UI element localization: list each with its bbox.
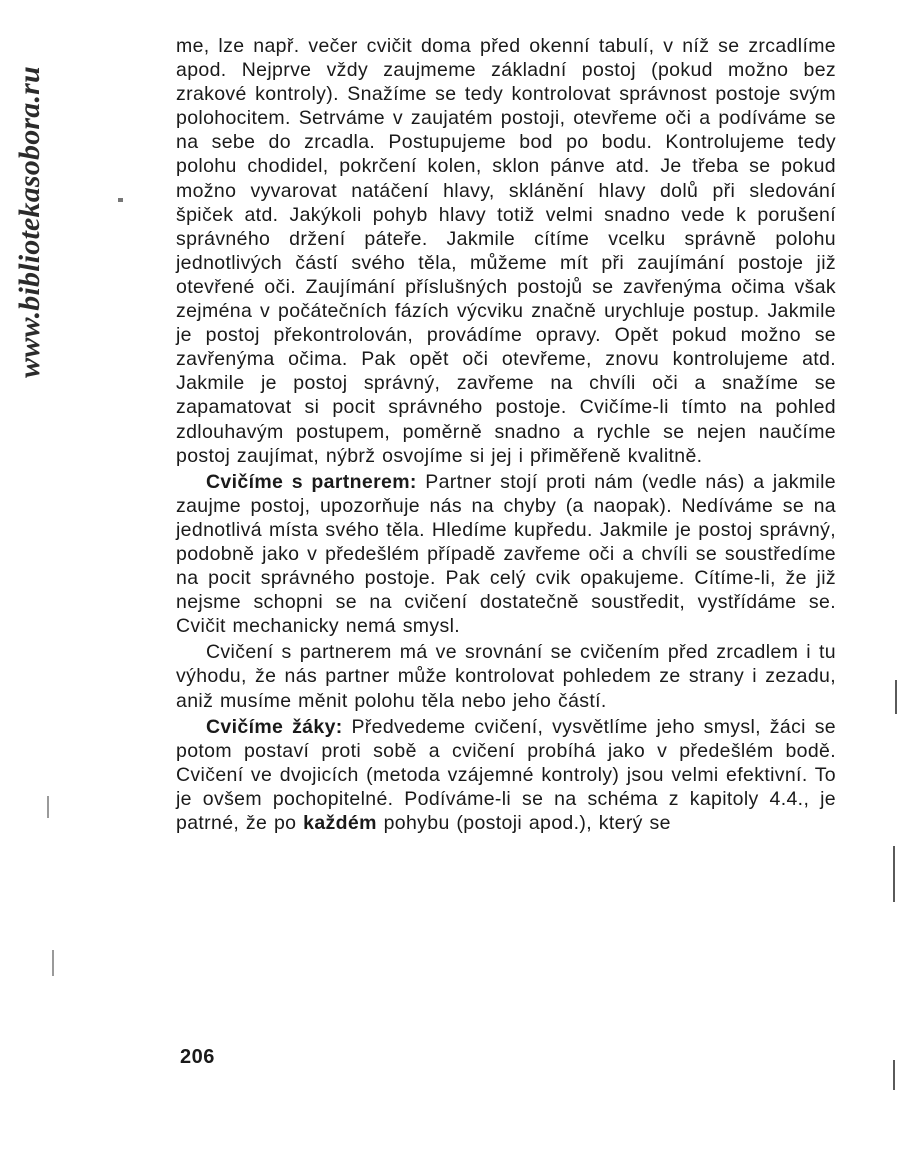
paragraph-4-lead: Cvičíme žáky: (206, 715, 343, 738)
scan-mark (47, 796, 49, 818)
scan-mark (52, 950, 54, 976)
paragraph-4-text: Předvedeme cvičení, vysvětlíme jeho smysl, žáci se potom postaví proti sobě a cvičení probíhá jako v předešlém bodě. Cvičení ve dvojicích (metoda vzájemné kontroly) jsou velmi efektivní. To je ovšem pochopitelné. Podíváme-li se na schéma z kapitoly 4.4., je patrné, že po (176, 715, 836, 834)
paragraph-3 (176, 640, 836, 712)
paragraph-4-emphasis: každém (303, 812, 377, 834)
paragraph-1-text: me, lze např. večer cvičit doma před okenní tabulí, v níž se zrcadlíme apod. Nejprve vždy zaujmeme základní postoj (pokud možno bez zrakové kontroly). Snažíme se tedy kontrolovat správnost postoje svým polohocitem. Setrváme v zaujatém postoji, otevřeme oči a podíváme se na sebe do zrcadla. Postupujeme bod po bodu. Kontrolujeme tedy polohu chodidel, pokrčení kolen, sklon pánve atd. Je třeba se pokud možno vyvarovat natáčení hlavy, sklánění hlavy dolů při sledování špiček atd. Jakýkoli pohyb hlavy totiž velmi snadno vede k porušení správného držení páteře. Jakmile cítíme vcelku správně polohu jednotlivých částí svého těla, můžeme mít při zaujímání postoje již otevřené oči. Zaujímání příslušných postojů se zavřenýma očima však zejména v počátečních fázích výcviku značně urychluje postup. Jakmile je postoj překontrolován, provádíme opravy. Opět pokud možno se zavřenýma očima. Pak opět oči otevřeme, znovu kontrolujeme atd. Jakmile je postoj správný, zavřeme na chvíli oči a snažíme se zapamatovat si pocit správného postoje. Cvičíme-li tímto na pohled zdlouhavým postupem, poměrně snadno a rychle se nejen naučíme postoj zaujímat, nýbrž osvojíme si jej i přiměřeně kvalitně. (176, 35, 836, 467)
paragraph-1 (176, 34, 836, 468)
paragraph-4-tail: pohybu (postoji apod.), který se (376, 812, 671, 834)
scan-mark (893, 846, 895, 902)
paragraph-4 (176, 715, 836, 835)
paragraph-3-text: Cvičení s partnerem má ve srovnání se cvičením před zrcadlem i tu výhodu, že nás partner může kontrolovat pohledem ze strany i zezadu, aniž musíme měnit polohu těla nebo jeho částí. (176, 641, 836, 712)
page-body (176, 34, 836, 835)
paragraph-2 (176, 470, 836, 639)
page-number: 206 (180, 1046, 215, 1068)
watermark-text: www.bibliotekasobora.ru (13, 66, 47, 378)
watermark (8, 12, 52, 432)
paragraph-2-text: Partner stojí proti nám (vedle nás) a jakmile zaujme postoj, upozorňuje nás na chyby (a naopak). Nedíváme se na jednotlivá místa svého těla. Hledíme kupředu. Jakmile je postoj správný, podobně jako v předešlém případě zavřeme oči a chvíli se soustředíme na pocit správného postoje. Pak celý cvik opakujeme. Cítíme-li, že již nejsme schopni se na cvičení dostatečně soustředit, vystřídáme se. Cvičit mechanicky nemá smysl. (176, 470, 836, 638)
scan-mark (893, 1060, 895, 1090)
paragraph-2-lead: Cvičíme s partnerem: (206, 470, 417, 493)
scan-mark (118, 198, 123, 202)
scan-mark (895, 680, 897, 714)
